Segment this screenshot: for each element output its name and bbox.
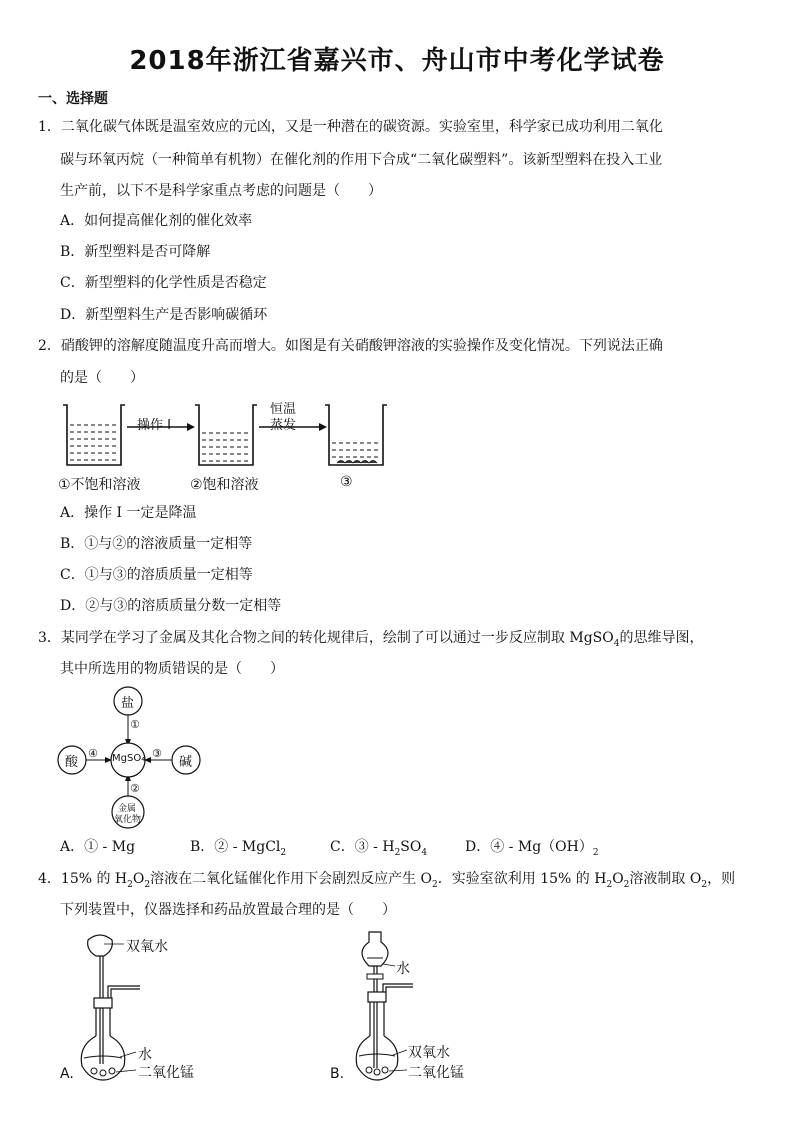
q1-option-a[interactable]: A．如何提高催化剂的催化效率 [60, 213, 253, 229]
apparatus-b-bottom-label: 二氧化锰 [408, 1065, 464, 1081]
acid-label: 酸 [65, 755, 79, 770]
metal-oxide-label-top: 金属 [118, 804, 137, 814]
arrow-4-number: ④ [88, 747, 98, 760]
q3-option-b[interactable]: B．② - MgCl$_2$ [190, 839, 287, 858]
q1-line3: 生产前，以下不是科学家重点考虑的问题是（ ） [60, 183, 382, 199]
q3-option-c[interactable]: C．③ - $H_2SO_4$ [330, 839, 428, 858]
q2-line2: 的是（ ） [60, 370, 144, 386]
q1-line1: 1．二氧化碳气体既是温室效应的元凶，又是一种潜在的碳资源。实验室里，科学家已成功利用二氧化 [38, 119, 663, 135]
apparatus-b-mid-label: 双氧水 [408, 1045, 450, 1061]
operation-2-label-bottom: 蒸发 [270, 418, 297, 433]
beaker-1-caption: ①不饱和溶液 [58, 477, 141, 493]
apparatus-b-top-label: 水 [396, 961, 410, 977]
section-heading: 一、选择题 [38, 91, 108, 107]
q4-line1: 4．15% 的 $H_2O_2$溶液在二氧化锰催化作用下会剧烈反应产生 $O_2$．实验室欲利用 15% 的 $H_2O_2$溶液制取 $O_2$，则 [38, 871, 736, 890]
q2-option-a[interactable]: A．操作 I 一定是降温 [60, 505, 197, 521]
q1-option-b[interactable]: B．新型塑料是否可降解 [60, 244, 211, 260]
q2-option-d[interactable]: D．②与③的溶质质量分数一定相等 [60, 598, 282, 614]
beaker-2-caption: ②饱和溶液 [190, 477, 259, 493]
q1-option-c[interactable]: C．新型塑料的化学性质是否稳定 [60, 275, 267, 291]
q2-line1: 2．硝酸钾的溶解度随温度升高而增大。如图是有关硝酸钾溶液的实验操作及变化情况。下列说法正确 [38, 338, 663, 354]
beaker-3-caption: ③ [340, 474, 353, 490]
q4-line2: 下列装置中，仪器选择和药品放置最合理的是（ ） [60, 902, 396, 918]
apparatus-b-letter[interactable]: B. [330, 1066, 345, 1082]
q2-option-c[interactable]: C．①与③的溶质质量一定相等 [60, 567, 253, 583]
beaker-1 [63, 405, 125, 465]
operation-2-label-top: 恒温 [270, 402, 297, 417]
beaker-3 [325, 405, 387, 465]
salt-label: 盐 [121, 696, 135, 711]
beaker-diagram [55, 395, 395, 475]
arrow-2-number: ② [130, 782, 140, 795]
arrow-1-number: ① [130, 718, 140, 731]
page-title: 2018年浙江省嘉兴市、舟山市中考化学试卷 [129, 46, 665, 76]
q3-option-a[interactable]: A．① - Mg [60, 839, 136, 855]
q3-line2: 其中所选用的物质错误的是（ ） [60, 661, 284, 677]
q3-line1: 3．某同学在学习了金属及其化合物之间的转化规律后，绘制了可以通过一步反应制取 MgSO$_4$的思维导图， [38, 630, 704, 649]
base-label: 碱 [179, 755, 193, 770]
q1-line2: 碳与环氧丙烷（一种简单有机物）在催化剂的作用下合成“二氧化碳塑料”。该新型塑料在投入工业 [60, 152, 663, 168]
operation-1-label: 操作 I [137, 418, 171, 433]
arrow-3-number: ③ [152, 747, 162, 760]
q1-option-d[interactable]: D．新型塑料生产是否影响碳循环 [60, 307, 268, 323]
q2-option-b[interactable]: B．①与②的溶液质量一定相等 [60, 536, 253, 552]
metal-oxide-label-bottom: 氧化物 [114, 815, 142, 825]
apparatus-a-bottom-label: 二氧化锰 [138, 1065, 194, 1081]
apparatus-a-letter[interactable]: A. [60, 1066, 74, 1082]
apparatus-a-top-label: 双氧水 [126, 939, 168, 955]
beaker-2 [195, 405, 257, 465]
mgso4-label: MgSO₄ [112, 753, 146, 764]
q3-option-d[interactable]: D．④ - $Mg(OH)_2$ [465, 839, 599, 858]
apparatus-a-mid-label: 水 [138, 1047, 152, 1063]
